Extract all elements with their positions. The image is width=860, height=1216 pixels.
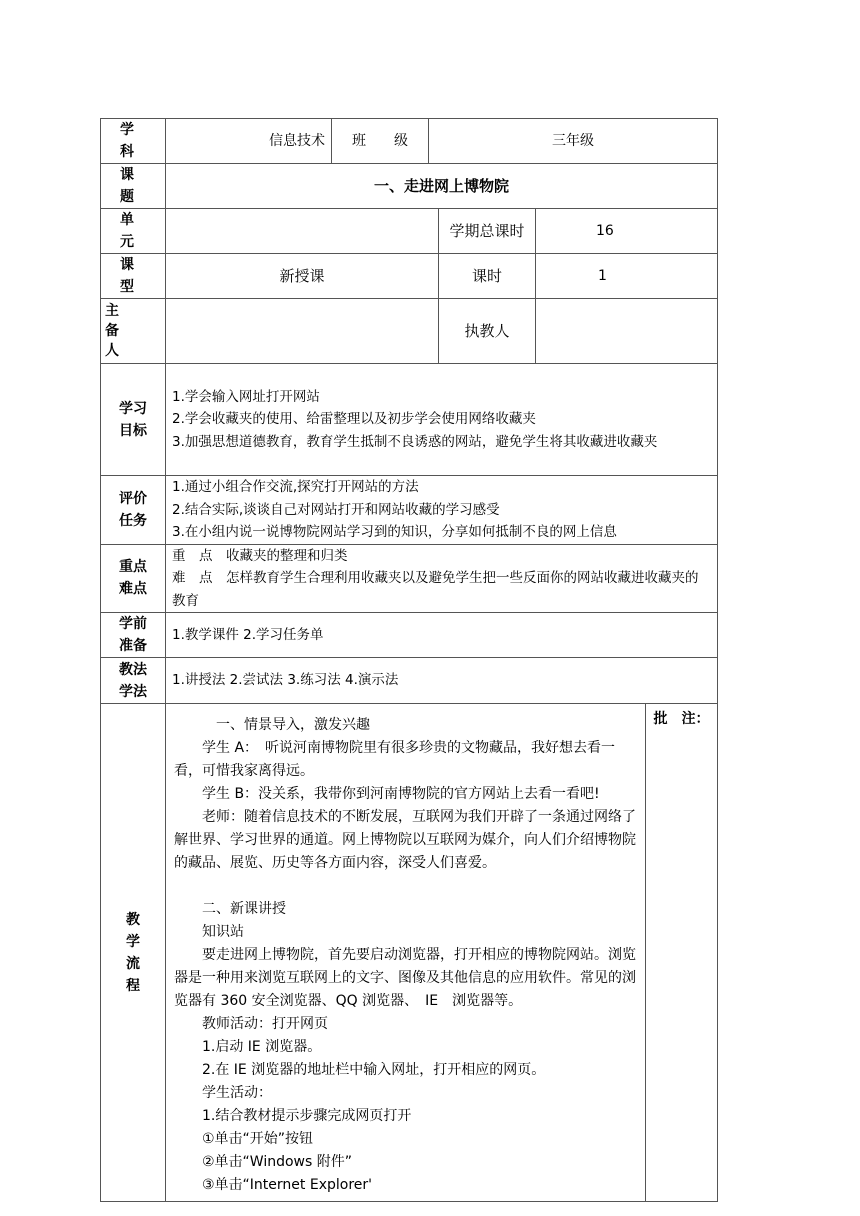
prep-label: 学前准备 <box>101 613 166 658</box>
methods-row <box>101 658 718 704</box>
type-value: 新授课 <box>166 254 439 299</box>
flow-heading-intro: 一、情景导入，激发兴趣 <box>202 717 370 733</box>
class-label: 班 级 <box>332 119 429 164</box>
preparer-row <box>101 299 718 364</box>
flow-step: ③单击“Internet Explorer' <box>202 1177 372 1193</box>
flow-step: ①单击“开始”按钮 <box>202 1131 314 1147</box>
flow-label-char: 教 <box>126 911 140 928</box>
hours-value: 1 <box>536 254 718 299</box>
topic-value: 一、走进网上博物院 <box>166 164 718 209</box>
unit-value <box>166 209 439 254</box>
subject-row <box>101 119 718 164</box>
unit-row <box>101 209 718 254</box>
tasks-row <box>101 476 718 545</box>
goals-label: 学习目标 <box>101 364 166 476</box>
flow-blank-line <box>174 875 637 898</box>
unit-label: 单 元 <box>101 209 166 254</box>
key-points-content <box>166 544 718 613</box>
class-value: 三年级 <box>429 119 718 164</box>
goal-item: 2.学会收藏夹的使用、给雷整理以及初步学会使用网络收藏夹 <box>172 411 536 428</box>
flow-paragraph: 要走进网上博物院，首先要启动浏览器，打开相应的博物院网站。浏览器是一种用来浏览互联网上的文字、图像及其他信息的应用软件。常见的浏览器有 360 安全浏览器、QQ 浏览器、 IE 浏览器等。 <box>174 947 636 1009</box>
prep-text: 1.教学课件 2.学习任务单 <box>172 626 324 643</box>
task-item: 3.在小组内说一说博物院网站学习到的知识，分享如何抵制不良的网上信息 <box>172 524 617 540</box>
subject-label: 学 科 <box>101 119 166 164</box>
teacher-label: 执教人 <box>439 299 536 364</box>
notes-cell <box>646 704 718 1202</box>
flow-paragraph: 2.在 IE 浏览器的地址栏中输入网址，打开相应的网页。 <box>202 1062 546 1078</box>
difficult-point-item: 难 点 怎样教育学生合理利用收藏夹以及避免学生把一些反面你的网站收藏进收藏夹的教育 <box>172 570 699 609</box>
methods-text: 1.讲授法 2.尝试法 3.练习法 4.演示法 <box>172 672 399 689</box>
methods-content <box>166 658 718 704</box>
prep-content <box>166 613 718 658</box>
flow-label-char: 流 <box>126 955 140 972</box>
flow-paragraph: 学生 B：没关系，我带你到河南博物院的官方网站上去看一看吧! <box>202 786 600 802</box>
flow-paragraph: 1.结合教材提示步骤完成网页打开 <box>202 1108 412 1124</box>
flow-label-char: 学 <box>126 933 140 950</box>
prep-row <box>101 613 718 658</box>
goals-content <box>166 364 718 476</box>
key-points-label: 重点难点 <box>101 544 166 613</box>
task-item: 2.结合实际,谈谈自己对网站打开和网站收藏的学习感受 <box>172 501 500 518</box>
flow-paragraph: 知识站 <box>202 924 244 940</box>
flow-paragraph: 教师活动：打开网页 <box>202 1016 328 1032</box>
notes-label: 批 注： <box>653 711 710 727</box>
term-hours-value: 16 <box>536 209 718 254</box>
flow-label <box>101 704 166 1202</box>
key-points-row <box>101 544 718 613</box>
topic-label: 课 题 <box>101 164 166 209</box>
flow-paragraph: 1.启动 IE 浏览器。 <box>202 1039 322 1055</box>
hours-label: 课时 <box>439 254 536 299</box>
tasks-content <box>166 476 718 545</box>
goal-item: 1.学会输入网址打开网站 <box>172 388 320 405</box>
teacher-value <box>536 299 718 364</box>
task-item: 1.通过小组合作交流,探究打开网站的方法 <box>172 479 419 495</box>
flow-label-char: 程 <box>126 977 140 994</box>
flow-heading-new: 二、新课讲授 <box>202 901 286 917</box>
flow-step: ②单击“Windows 附件” <box>202 1154 353 1170</box>
lesson-plan-table <box>100 118 718 1202</box>
flow-paragraph: 老师：随着信息技术的不断发展，互联网为我们开辟了一条通过网络了解世界、学习世界的通道。网上博物院以互联网为媒介，向人们介绍博物院的藏品、展览、历史等各方面内容，深受人们喜爱。 <box>174 809 636 871</box>
flow-paragraph: 学生 A： 听说河南博物院里有很多珍贵的文物藏品，我好想去看一看，可惜我家离得远。 <box>174 740 616 779</box>
flow-content <box>166 704 646 1202</box>
tasks-label: 评价任务 <box>101 476 166 545</box>
methods-label: 教法学法 <box>101 658 166 704</box>
preparer-label: 主 备 人 <box>101 299 166 364</box>
type-row <box>101 254 718 299</box>
subject-value: 信息技术 <box>166 119 332 164</box>
key-point-item: 重 点 收藏夹的整理和归类 <box>172 547 348 564</box>
topic-row <box>101 164 718 209</box>
preparer-value <box>166 299 439 364</box>
goal-item: 3.加强思想道德教育，教育学生抵制不良诱惑的网站，避免学生将其收藏进收藏夹 <box>172 433 658 450</box>
flow-row <box>101 704 718 1202</box>
type-label: 课 型 <box>101 254 166 299</box>
term-hours-label: 学期总课时 <box>439 209 536 254</box>
flow-paragraph: 学生活动： <box>202 1085 272 1101</box>
goals-row <box>101 364 718 476</box>
